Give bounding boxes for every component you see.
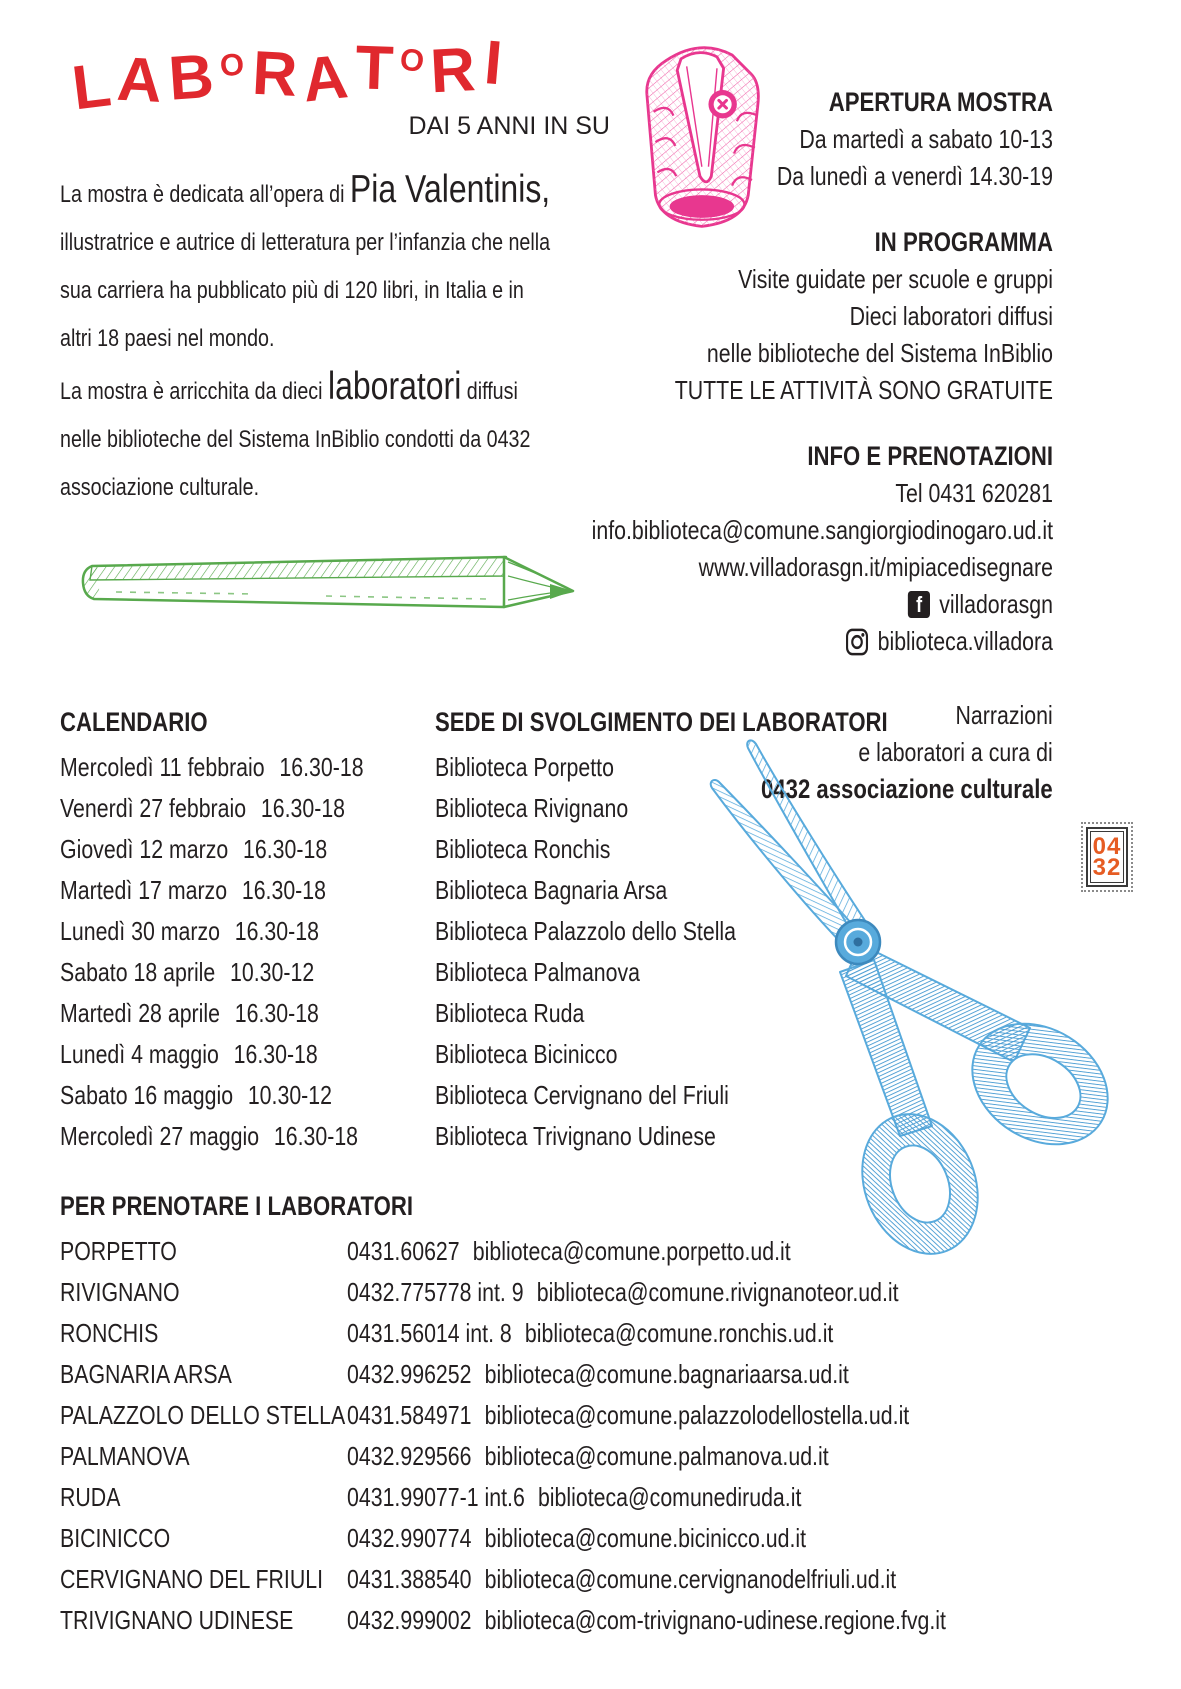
booking-row: PORPETTO 0431.60627 biblioteca@comune.porpetto.ud.it	[60, 1236, 791, 1266]
section-in-programma	[545, 224, 1053, 409]
credits-association: 0432 associazione culturale	[761, 774, 1053, 804]
programma-line: Visite guidate per scuole e gruppi	[738, 264, 1053, 294]
library-item: Biblioteca Ronchis	[435, 834, 611, 864]
intro-line: La mostra è dedicata all’opera di Pia Valentinis,	[60, 168, 551, 211]
library-item: Biblioteca Ruda	[435, 998, 585, 1028]
age-subtitle: DAI 5 ANNI IN SU	[408, 112, 610, 140]
library-item: Biblioteca Cervignano del Friuli	[435, 1080, 729, 1110]
stamp-digits-top: 04	[1092, 832, 1122, 860]
programma-line: Dieci laboratori diffusi	[849, 301, 1053, 331]
booking-row: BICINICCO 0432.990774 biblioteca@comune.bicinicco.ud.it	[60, 1523, 807, 1553]
poster-title: LABORATORI	[68, 28, 512, 124]
intro-line: La mostra è arricchita da dieci laboratori diffusi	[60, 365, 518, 408]
intro-line: altri 18 paesi nel mondo.	[60, 325, 275, 352]
highlight-pia-valentinis: Pia Valentinis,	[349, 168, 551, 211]
facebook-handle: villadorasgn	[939, 589, 1053, 619]
booking-row: CERVIGNANO DEL FRIULI 0431.388540 biblioteca@comune.cervignanodelfriuli.ud.it	[60, 1564, 897, 1594]
intro-line: nelle biblioteche del Sistema InBiblio condotti da 0432	[60, 426, 531, 453]
phone-number: Tel 0431 620281	[895, 478, 1053, 508]
programma-line: nelle biblioteche del Sistema InBiblio	[706, 338, 1053, 368]
credits-line: e laboratori a cura di	[858, 737, 1053, 767]
apertura-line: Da martedì a sabato 10-13	[799, 124, 1053, 154]
calendar-item: Giovedì 12 marzo 16.30-18	[60, 834, 328, 864]
calendar-item: Martedì 17 marzo 16.30-18	[60, 875, 327, 905]
contatti-heading: INFO E PRENOTAZIONI	[807, 441, 1053, 471]
instagram-line	[545, 623, 1053, 660]
facebook-line	[545, 586, 1053, 623]
intro-line: sua carriera ha pubblicato più di 120 libri, in Italia e in	[60, 277, 524, 304]
library-item: Biblioteca Palmanova	[435, 957, 641, 987]
calendar-item: Sabato 16 maggio 10.30-12	[60, 1080, 332, 1110]
instagram-handle: biblioteca.villadora	[877, 626, 1053, 656]
apertura-heading: APERTURA MOSTRA	[828, 87, 1053, 117]
library-item: Biblioteca Trivignano Udinese	[435, 1121, 716, 1151]
facebook-icon: f	[908, 591, 930, 618]
info-column	[545, 84, 1053, 660]
stamp-digits-bottom: 32	[1092, 854, 1122, 881]
library-item: Biblioteca Bagnaria Arsa	[435, 875, 668, 905]
calendar-item: Lunedì 30 marzo 16.30-18	[60, 916, 319, 946]
section-info-prenotazioni	[545, 438, 1053, 660]
calendar-item: Venerdì 27 febbraio 16.30-18	[60, 793, 346, 823]
apertura-line: Da lunedì a venerdì 14.30-19	[776, 161, 1053, 191]
section-apertura-mostra	[545, 84, 1053, 195]
intro-paragraph	[60, 166, 550, 512]
calendar-heading: CALENDARIO	[60, 707, 208, 737]
booking-row: RIVIGNANO 0432.775778 int. 9 biblioteca@comune.rivignanoteor.ud.it	[60, 1277, 899, 1307]
programma-line: TUTTE LE ATTIVITÀ SONO GRATUITE	[674, 375, 1053, 405]
library-item: Biblioteca Rivignano	[435, 793, 629, 823]
calendar-item: Mercoledì 27 maggio 16.30-18	[60, 1121, 359, 1151]
calendar-section	[60, 702, 364, 1157]
library-item: Biblioteca Palazzolo dello Stella	[435, 916, 737, 946]
booking-row: RONCHIS 0431.56014 int. 8 biblioteca@comune.ronchis.ud.it	[60, 1318, 834, 1348]
booking-heading: PER PRENOTARE I LABORATORI	[60, 1191, 414, 1221]
library-item: Biblioteca Bicinicco	[435, 1039, 618, 1069]
library-item: Biblioteca Porpetto	[435, 752, 614, 782]
instagram-icon	[846, 628, 869, 656]
booking-row: TRIVIGNANO UDINESE 0432.999002 biblioteca@com-trivignano-udinese.regione.fvg.it	[60, 1605, 946, 1635]
calendar-item: Mercoledì 11 febbraio 16.30-18	[60, 752, 364, 782]
contact-email: info.biblioteca@comune.sangiorgiodinogaro.ud.it	[591, 515, 1053, 545]
booking-row: PALMANOVA 0432.929566 biblioteca@comune.palmanova.ud.it	[60, 1441, 829, 1471]
booking-section	[60, 1186, 946, 1641]
booking-row: PALAZZOLO DELLO STELLA 0431.584971 biblioteca@comune.palazzolodellostella.ud.it	[60, 1400, 910, 1430]
calendar-item: Martedì 28 aprile 16.30-18	[60, 998, 319, 1028]
highlight-laboratori: laboratori	[327, 365, 462, 408]
website-url: www.villadorasgn.it/mipiacedisegnare	[698, 552, 1053, 582]
pencil-illustration	[76, 536, 576, 626]
intro-line: illustratrice e autrice di letteratura per l’infanzia che nella	[60, 229, 551, 256]
venues-heading: SEDE DI SVOLGIMENTO DEI LABORATORI	[435, 707, 888, 737]
booking-row: RUDA 0431.99077-1 int.6 biblioteca@comunediruda.it	[60, 1482, 802, 1512]
credits-line: Narrazioni	[955, 700, 1053, 730]
calendar-item: Sabato 18 aprile 10.30-12	[60, 957, 315, 987]
calendar-item: Lunedì 4 maggio 16.30-18	[60, 1039, 318, 1069]
booking-row: BAGNARIA ARSA 0432.996252 biblioteca@comune.bagnariaarsa.ud.it	[60, 1359, 849, 1389]
intro-line: associazione culturale.	[60, 474, 260, 501]
programma-heading: IN PROGRAMMA	[874, 227, 1053, 257]
